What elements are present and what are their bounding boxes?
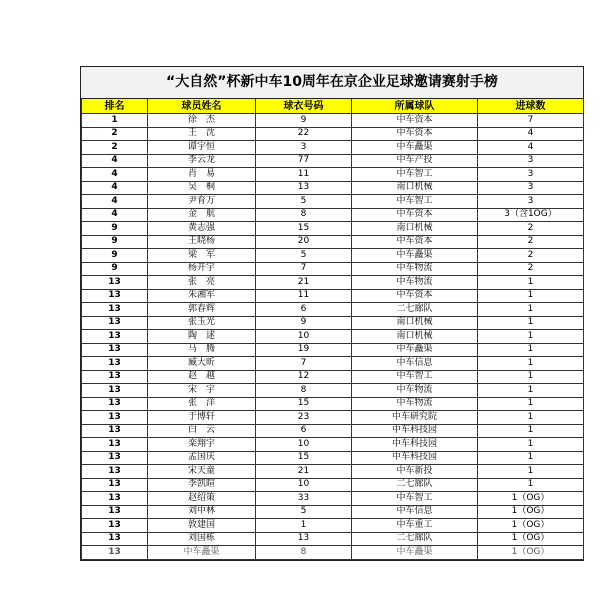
table-row (82, 154, 584, 168)
cell-team: 中车产投 (352, 154, 478, 168)
table-row (82, 330, 584, 344)
cell-goals: 1 (478, 478, 584, 492)
cell-rank: 13 (82, 478, 148, 492)
cell-rank: 9 (82, 222, 148, 236)
cell-number: 15 (256, 222, 352, 236)
cell-number: 22 (256, 127, 352, 141)
cell-number: 8 (256, 384, 352, 398)
cell-goals: 3 (478, 195, 584, 209)
cell-rank: 2 (82, 141, 148, 155)
cell-goals: 2 (478, 222, 584, 236)
cell-player: 张玉光 (148, 316, 256, 330)
table-row (82, 546, 584, 560)
cell-team: 中车智工 (352, 492, 478, 506)
table-row (82, 249, 584, 263)
cell-rank: 13 (82, 384, 148, 398)
table-row (82, 276, 584, 290)
sheet-title: “大自然”杯新中车10周年在京企业足球邀请赛射手榜 (81, 67, 583, 99)
cell-rank: 13 (82, 438, 148, 452)
cell-goals: 1 (478, 289, 584, 303)
cell-goals: 4 (478, 127, 584, 141)
cell-player: 敦建国 (148, 519, 256, 533)
cell-rank: 4 (82, 168, 148, 182)
cell-number: 10 (256, 438, 352, 452)
cell-rank: 13 (82, 276, 148, 290)
cell-goals: 1 (478, 303, 584, 317)
table-body (82, 114, 584, 560)
table-row (82, 181, 584, 195)
cell-player: 刘中林 (148, 505, 256, 519)
cell-number: 7 (256, 262, 352, 276)
cell-player: 张 洋 (148, 397, 256, 411)
cell-rank: 13 (82, 303, 148, 317)
cell-team: 中车信息 (352, 357, 478, 371)
cell-team: 中车研究院 (352, 411, 478, 425)
cell-rank: 4 (82, 195, 148, 209)
table-row (82, 505, 584, 519)
cell-goals: 3（含1OG） (478, 208, 584, 222)
cell-team: 中车矗渠 (352, 141, 478, 155)
cell-rank: 4 (82, 154, 148, 168)
cell-number: 21 (256, 276, 352, 290)
cell-player: 黄志强 (148, 222, 256, 236)
cell-rank: 13 (82, 397, 148, 411)
cell-goals: 2 (478, 235, 584, 249)
cell-player: 赵 越 (148, 370, 256, 384)
table-row (82, 195, 584, 209)
cell-goals: 1 (478, 276, 584, 290)
cell-number: 10 (256, 330, 352, 344)
cell-team: 中车科技园 (352, 451, 478, 465)
table-row (82, 438, 584, 452)
cell-rank: 13 (82, 316, 148, 330)
header-team: 所属球队 (352, 99, 478, 114)
cell-goals: 1 (478, 438, 584, 452)
cell-player: 郭春辉 (148, 303, 256, 317)
cell-player: 栾翔宇 (148, 438, 256, 452)
table-row (82, 478, 584, 492)
cell-team: 中车物流 (352, 276, 478, 290)
cell-player: 孟国庆 (148, 451, 256, 465)
cell-team: 中车重工 (352, 519, 478, 533)
table-row (82, 411, 584, 425)
table-row (82, 397, 584, 411)
cell-player: 梁 军 (148, 249, 256, 263)
cell-goals: 2 (478, 262, 584, 276)
cell-number: 15 (256, 397, 352, 411)
cell-number: 9 (256, 316, 352, 330)
cell-team: 南口机械 (352, 222, 478, 236)
cell-team: 中车新投 (352, 465, 478, 479)
cell-goals: 1 (478, 343, 584, 357)
table-row (82, 519, 584, 533)
cell-team: 中车矗渠 (352, 343, 478, 357)
cell-player: 马 腾 (148, 343, 256, 357)
cell-rank: 13 (82, 505, 148, 519)
cell-player: 于博轩 (148, 411, 256, 425)
header-number: 球衣号码 (256, 99, 352, 114)
cell-rank: 13 (82, 492, 148, 506)
table-row (82, 235, 584, 249)
table-row (82, 357, 584, 371)
cell-number: 12 (256, 370, 352, 384)
table-row (82, 141, 584, 155)
cell-team: 中车智工 (352, 370, 478, 384)
cell-rank: 13 (82, 546, 148, 560)
cell-player: 尹育万 (148, 195, 256, 209)
cell-goals: 1 (478, 397, 584, 411)
table-row (82, 343, 584, 357)
cell-player: 杨开宇 (148, 262, 256, 276)
header-row (82, 99, 584, 114)
cell-player: 宋 宇 (148, 384, 256, 398)
header-player: 球员姓名 (148, 99, 256, 114)
cell-player: 陶 逑 (148, 330, 256, 344)
cell-number: 5 (256, 249, 352, 263)
cell-goals: 1 (478, 370, 584, 384)
cell-team: 中车科技园 (352, 438, 478, 452)
cell-team: 中车矗渠 (352, 546, 478, 560)
cell-goals: 1 (478, 451, 584, 465)
cell-goals: 1 (478, 357, 584, 371)
cell-goals: 1 (478, 384, 584, 398)
cell-player: 金 航 (148, 208, 256, 222)
cell-number: 33 (256, 492, 352, 506)
cell-number: 20 (256, 235, 352, 249)
cell-player: 徐 杰 (148, 114, 256, 128)
cell-goals: 4 (478, 141, 584, 155)
table-row (82, 424, 584, 438)
cell-goals: 3 (478, 168, 584, 182)
cell-player: 李凯暄 (148, 478, 256, 492)
table-row (82, 451, 584, 465)
cell-number: 21 (256, 465, 352, 479)
cell-rank: 13 (82, 519, 148, 533)
cell-number: 6 (256, 303, 352, 317)
cell-team: 中车矗渠 (352, 249, 478, 263)
cell-rank: 13 (82, 357, 148, 371)
cell-rank: 9 (82, 235, 148, 249)
cell-number: 8 (256, 546, 352, 560)
cell-number: 9 (256, 114, 352, 128)
cell-number: 11 (256, 289, 352, 303)
cell-team: 南口机械 (352, 181, 478, 195)
cell-rank: 4 (82, 208, 148, 222)
cell-player: 王晓杨 (148, 235, 256, 249)
scorer-table (81, 99, 584, 560)
table-row (82, 532, 584, 546)
table-row (82, 114, 584, 128)
cell-player: 肖 易 (148, 168, 256, 182)
cell-player: 李云龙 (148, 154, 256, 168)
cell-team: 中车信息 (352, 505, 478, 519)
cell-goals: 1 (478, 424, 584, 438)
cell-goals: 1 (478, 316, 584, 330)
cell-player: 赵绍策 (148, 492, 256, 506)
cell-number: 77 (256, 154, 352, 168)
table-row (82, 168, 584, 182)
cell-goals: 3 (478, 154, 584, 168)
cell-number: 3 (256, 141, 352, 155)
cell-number: 23 (256, 411, 352, 425)
cell-goals: 1（OG） (478, 492, 584, 506)
table-row (82, 384, 584, 398)
cell-goals: 1 (478, 411, 584, 425)
cell-team: 中车资本 (352, 235, 478, 249)
cell-team: 二七廊队 (352, 303, 478, 317)
cell-player: 王 沈 (148, 127, 256, 141)
cell-rank: 13 (82, 424, 148, 438)
cell-player: 吴 桐 (148, 181, 256, 195)
table-row (82, 222, 584, 236)
cell-rank: 13 (82, 289, 148, 303)
cell-goals: 2 (478, 249, 584, 263)
cell-rank: 13 (82, 343, 148, 357)
cell-number: 8 (256, 208, 352, 222)
header-rank: 排名 (82, 99, 148, 114)
cell-team: 中车资本 (352, 208, 478, 222)
cell-rank: 1 (82, 114, 148, 128)
cell-player: 臧大昕 (148, 357, 256, 371)
cell-goals: 1 (478, 330, 584, 344)
cell-rank: 13 (82, 532, 148, 546)
cell-team: 中车智工 (352, 168, 478, 182)
cell-team: 中车物流 (352, 384, 478, 398)
cell-goals: 3 (478, 181, 584, 195)
cell-rank: 4 (82, 181, 148, 195)
cell-rank: 2 (82, 127, 148, 141)
cell-player: 谭宇恒 (148, 141, 256, 155)
cell-number: 19 (256, 343, 352, 357)
scorer-sheet (80, 66, 584, 561)
cell-team: 中车资本 (352, 114, 478, 128)
cell-rank: 13 (82, 465, 148, 479)
cell-goals: 7 (478, 114, 584, 128)
cell-rank: 13 (82, 411, 148, 425)
cell-goals: 1 (478, 465, 584, 479)
cell-team: 二七廊队 (352, 532, 478, 546)
table-row (82, 316, 584, 330)
cell-number: 10 (256, 478, 352, 492)
cell-team: 二七廊队 (352, 478, 478, 492)
cell-number: 7 (256, 357, 352, 371)
cell-goals: 1（OG） (478, 519, 584, 533)
cell-number: 5 (256, 195, 352, 209)
cell-rank: 9 (82, 262, 148, 276)
table-row (82, 465, 584, 479)
cell-goals: 1（OG） (478, 546, 584, 560)
header-goals: 进球数 (478, 99, 584, 114)
cell-number: 11 (256, 168, 352, 182)
cell-team: 中车资本 (352, 289, 478, 303)
cell-rank: 13 (82, 330, 148, 344)
cell-rank: 9 (82, 249, 148, 263)
cell-player: 宋天童 (148, 465, 256, 479)
table-row (82, 127, 584, 141)
cell-team: 南口机械 (352, 330, 478, 344)
cell-team: 中车智工 (352, 195, 478, 209)
cell-goals: 1（OG） (478, 505, 584, 519)
table-row (82, 492, 584, 506)
cell-player: 朱湘军 (148, 289, 256, 303)
cell-number: 1 (256, 519, 352, 533)
cell-player: 张 亮 (148, 276, 256, 290)
table-row (82, 262, 584, 276)
cell-number: 13 (256, 181, 352, 195)
cell-number: 15 (256, 451, 352, 465)
table-row (82, 208, 584, 222)
cell-team: 中车物流 (352, 397, 478, 411)
cell-player: 中车矗渠 (148, 546, 256, 560)
cell-rank: 13 (82, 370, 148, 384)
cell-number: 13 (256, 532, 352, 546)
cell-player: 白 云 (148, 424, 256, 438)
cell-team: 中车物流 (352, 262, 478, 276)
table-row (82, 370, 584, 384)
table-row (82, 303, 584, 317)
cell-team: 中车资本 (352, 127, 478, 141)
cell-player: 刘国栋 (148, 532, 256, 546)
cell-number: 6 (256, 424, 352, 438)
cell-number: 5 (256, 505, 352, 519)
table-row (82, 289, 584, 303)
cell-goals: 1（OG） (478, 532, 584, 546)
cell-team: 南口机械 (352, 316, 478, 330)
cell-rank: 13 (82, 451, 148, 465)
cell-team: 中车科技园 (352, 424, 478, 438)
